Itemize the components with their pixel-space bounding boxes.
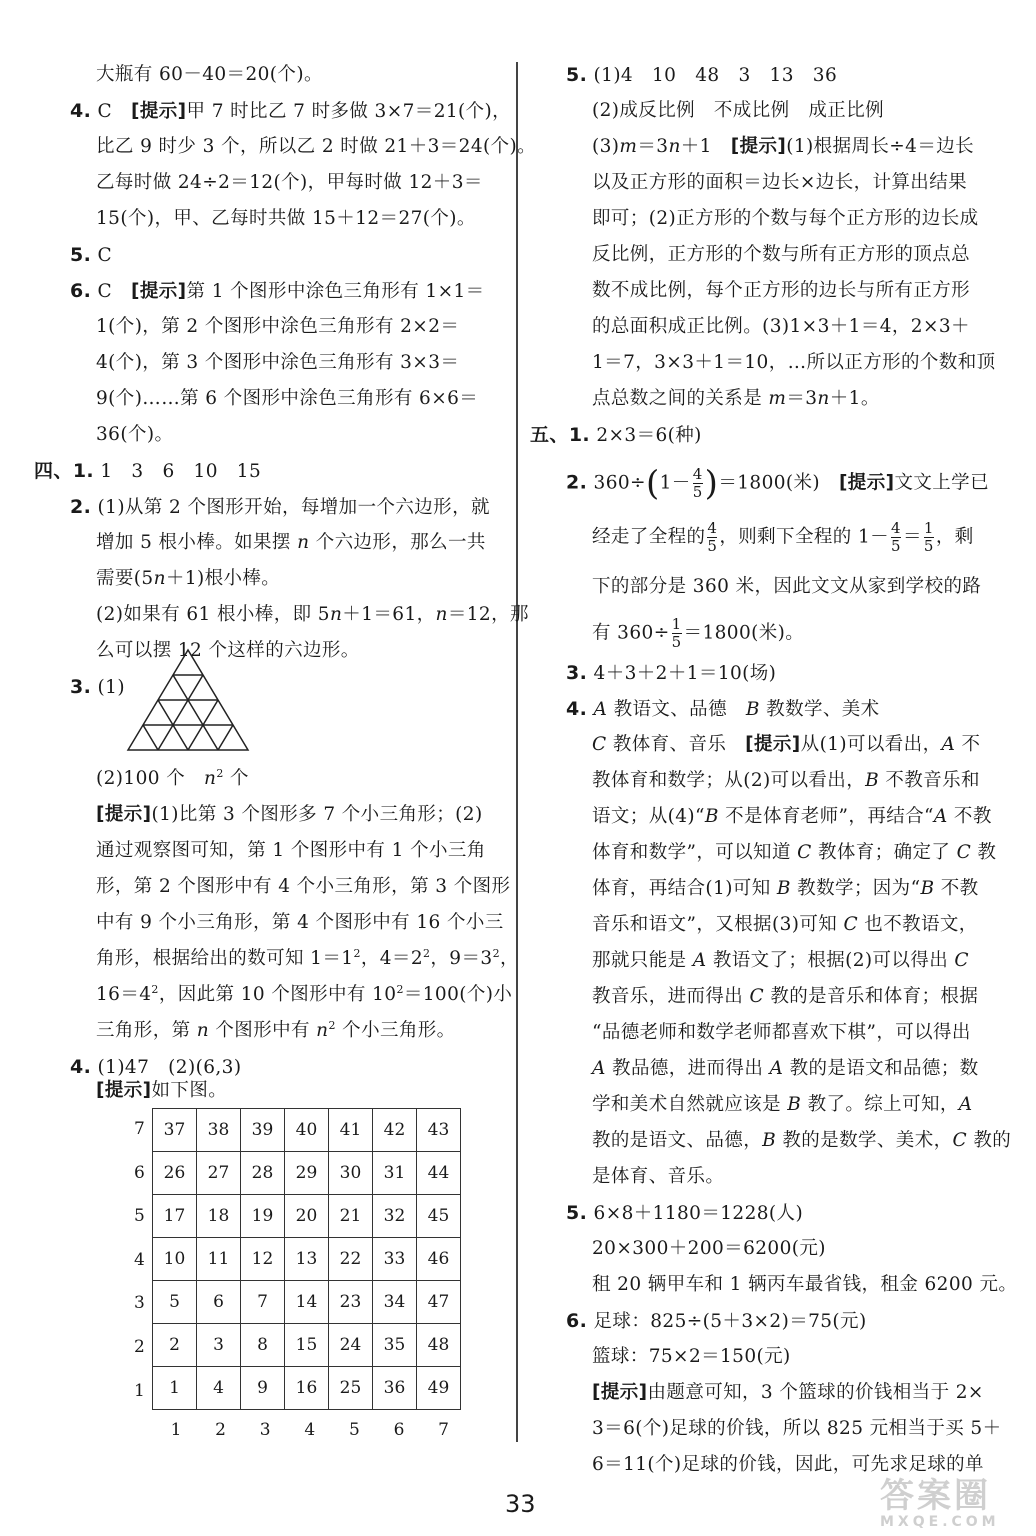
grid-cell: 4 [197,1367,241,1410]
grid-y-label: 2 [134,1337,145,1357]
grid-row [153,1367,461,1410]
grid-cell: 11 [197,1238,241,1281]
text-line: 以及正方形的面积＝边长×边长，计算出结果 [592,172,968,193]
grid-cell: 48 [417,1324,461,1367]
grid-cell: 27 [197,1152,241,1195]
section-4-q4: 4. (1)47 (2)(6,3) [70,1056,242,1078]
grid-cell: 10 [153,1238,197,1281]
text-line: 教音乐，进而得出 C 教的是音乐和体育；根据 [592,986,979,1007]
grid-x-label: 4 [304,1420,316,1440]
grid-cell: 47 [417,1281,461,1324]
question-5: 5. C [70,244,113,266]
text-line: 下的部分是 360 米，因此文文从家到学校的路 [592,576,982,597]
grid-y-label: 4 [134,1249,145,1270]
text-line: 比乙 9 时少 3 个，所以乙 2 时做 21＋3＝24(个)。 [96,136,537,157]
grid-cell: 37 [153,1109,197,1152]
text-line: 3＝6(个)足球的价钱，所以 825 元相当于买 5＋ [592,1418,1002,1439]
text-line: 教的是语文、品德，B 教的是数学、美术，C 教的 [592,1130,1012,1151]
grid-y-label: 5 [134,1206,145,1227]
number-grid [152,1108,461,1410]
question-6: 6. C [提示]第 1 个图形中涂色三角形有 1×1＝ [70,280,485,302]
grid-cell: 40 [285,1109,329,1152]
section-5-q2: 2. 360÷(1－ $\frac{4}{5}$ )＝1800(米) [提示]文文上学已 [566,463,989,504]
grid-cell: 18 [197,1195,241,1238]
grid-y-label: 6 [134,1162,145,1183]
grid-cell: 22 [329,1238,373,1281]
text-line: 15(个)，甲、乙每时共做 15＋12＝27(个)。 [96,208,476,229]
grid-cell: 38 [197,1109,241,1152]
section-5-q4: 4. A 教语文、品德 B 教数学、美术 [566,698,880,720]
grid-x-label: 1 [170,1420,182,1440]
text-line: 即可；(2)正方形的个数与每个正方形的边长成 [592,208,979,229]
watermark-logo [880,1478,1020,1534]
triangle-figure [126,648,250,754]
section-5-q1: 五、1. 2×3＝6(种) [530,424,702,446]
grid-cell: 23 [329,1281,373,1324]
text-line: 乙每时做 24÷2＝12(个)，甲每时做 12＋3＝ [96,172,483,193]
text-line: 音乐和语文”，又根据(3)可知 C 也不教语文， [592,914,978,935]
watermark-title: 答案圈 [880,1476,991,1516]
text-line: 大瓶有 60－40＝20(个)。 [96,64,323,85]
grid-cell: 33 [373,1238,417,1281]
grid-x-label: 5 [348,1420,360,1440]
grid-cell: 5 [153,1281,197,1324]
grid-cell: 1 [153,1367,197,1410]
text-line: 体育，再结合(1)可知 B 教数学；因为“B 不教 [592,878,979,899]
section-4-q3: 3. (1) [70,676,125,698]
grid-x-label: 3 [259,1420,271,1440]
grid-y-label: 3 [134,1293,145,1314]
text-line: 36(个)。 [96,424,174,445]
text-line: 1(个)，第 2 个图形中涂色三角形有 2×2＝ [96,316,460,337]
grid-y-label: 7 [134,1119,145,1139]
grid-cell: 19 [241,1195,285,1238]
text-line: 语文；从(4)“B 不是体育老师”，再结合“A 不教 [592,806,992,827]
grid-cell: 14 [285,1281,329,1324]
section-4-q2: 2. (1)从第 2 个图形开始，每增加一个六边形，就 [70,496,490,518]
grid-cell: 25 [329,1367,373,1410]
text-line: 4(个)，第 3 个图形中涂色三角形有 3×3＝ [96,352,460,373]
grid-cell: 49 [417,1367,461,1410]
grid-cell: 30 [329,1152,373,1195]
grid-cell: 21 [329,1195,373,1238]
text-line: (3)m＝3n＋1 [提示](1)根据周长÷4＝边长 [592,136,975,157]
grid-cell: 28 [241,1152,285,1195]
grid-cell: 12 [241,1238,285,1281]
grid-cell: 24 [329,1324,373,1367]
text-line: 学和美术自然就应该是 B 教了。综上可知，A [592,1094,973,1115]
grid-cell: 16 [285,1367,329,1410]
grid-cell: 39 [241,1109,285,1152]
grid-row [153,1281,461,1324]
text-line: A 教品德，进而得出 A 教的是语文和品德；数 [592,1058,979,1079]
grid-cell: 2 [153,1324,197,1367]
grid-cell: 8 [241,1324,285,1367]
text-line: 那就只能是 A 教语文了；根据(2)可以得出 C [592,950,969,971]
fraction: $\frac{4}{5}$ [891,519,901,555]
grid-row [153,1324,461,1367]
text-line: 的总面积成正比例。(3)1×3＋1＝4，2×3＋ [592,316,970,337]
question-5-right: 5. (1)4 10 48 3 13 36 [566,64,838,86]
text-line: (2)成反比例 不成比例 成正比例 [592,100,885,121]
text-line: 反比例，正方形的个数与所有正方形的顶点总 [592,244,971,265]
text-line: 租 20 辆甲车和 1 辆丙车最省钱，租金 6200 元。 [592,1274,1018,1295]
grid-cell: 17 [153,1195,197,1238]
grid-x-label: 7 [438,1420,449,1440]
grid-cell: 20 [285,1195,329,1238]
grid-cell: 45 [417,1195,461,1238]
text-line: 点总数之间的关系是 m＝3n＋1。 [592,388,880,409]
fraction: $\frac{4}{5}$ [707,519,718,555]
grid-cell: 32 [373,1195,417,1238]
grid-cell: 9 [241,1367,285,1410]
column-divider [516,62,518,1442]
grid-cell: 43 [417,1109,461,1152]
grid-x-label: 2 [215,1420,226,1440]
text-line: 中有 9 个小三角形，第 4 个图形中有 16 个小三 [96,912,504,933]
fraction: $\frac{1}{5}$ [671,615,682,651]
text-line: $16=4^2$，因此第 10 个图形中有 $10^2=100$(个)小 [96,983,513,1005]
text-line: 数不成比例，每个正方形的边长与所有正方形 [592,280,971,301]
section-5-q3: 3. 4＋3＋2＋1＝10(场) [566,662,777,684]
text-line: 三角形，第 n 个图形中有 $n^2$ 个小三角形。 [96,1019,456,1041]
grid-row [153,1152,461,1195]
text-line: 经走了全程的 $\frac{4}{5}$ ，则剩下全程的 1－ $\frac{4}{5}$ ＝ $\frac{1}{5}$ ，剩 [592,519,974,555]
text-line: 有 360÷ $\frac{1}{5}$ ＝1800(米)。 [592,615,805,651]
text-line: [提示]如下图。 [96,1080,228,1101]
grid-cell: 41 [329,1109,373,1152]
grid-cell: 35 [373,1324,417,1367]
text-line: 么可以摆 12 个这样的六边形。 [96,640,360,661]
text-line: 增加 5 根小棒。如果摆 n 个六边形，那么一共 [96,532,486,553]
text-line: 形，第 2 个图形中有 4 个小三角形，第 3 个图形 [96,876,511,897]
text-line: (2)100 个 $n^2$ 个 [96,767,249,789]
section-4-q1: 四、1. 1 3 6 10 15 [34,460,262,482]
grid-cell: 31 [373,1152,417,1195]
text-line: 体育和数学”，可以知道 C 教体育；确定了 C 教 [592,842,997,863]
text-line: C 教体育、音乐 [提示]从(1)可以看出，A 不 [592,734,981,755]
fraction: $\frac{4}{5}$ [692,465,703,501]
grid-cell: 36 [373,1367,417,1410]
section-5-q6: 6. 足球：825÷(5＋3×2)＝75(元) [566,1310,867,1332]
text-line: 20×300＋200＝6200(元) [592,1238,826,1259]
grid-x-label: 6 [393,1420,405,1440]
grid-cell: 3 [197,1324,241,1367]
grid-cell: 6 [197,1281,241,1324]
question-4: 4. C [提示]甲 7 时比乙 7 时多做 3×7＝21(个)， [70,100,512,122]
grid-row [153,1109,461,1152]
text-line: 通过观察图可知，第 1 个图形中有 1 个小三角 [96,840,486,861]
text-line: [提示](1)比第 3 个图形多 7 个小三角形；(2) [96,804,483,825]
grid-cell: 44 [417,1152,461,1195]
grid-cell: 29 [285,1152,329,1195]
text-line: 是体育、音乐。 [592,1166,725,1187]
grid-cell: 34 [373,1281,417,1324]
grid-cell: 42 [373,1109,417,1152]
grid-row [153,1238,461,1281]
grid-cell: 15 [285,1324,329,1367]
page-number: 33 [505,1490,536,1518]
text-line: 6＝11(个)足球的价钱，因此，可先求足球的单 [592,1454,984,1475]
grid-y-label: 1 [134,1380,145,1401]
section-5-q5: 5. 6×8＋1180＝1228(人) [566,1202,804,1224]
grid-row [153,1195,461,1238]
text-line: 需要(5n＋1)根小棒。 [96,568,281,589]
grid-cell: 46 [417,1238,461,1281]
text-line: 角形，根据给出的数可知 $1=1^2$，$4=2^2$，$9=3^2$， [96,947,519,969]
text-line: “品德老师和数学老师都喜欢下棋”，可以得出 [592,1022,971,1043]
text-line: [提示]由题意可知，3 个篮球的价钱相当于 2× [592,1382,984,1403]
text-line: 篮球：75×2＝150(元) [592,1346,791,1367]
text-line: 教体育和数学；从(2)可以看出，B 不教音乐和 [592,770,980,791]
text-line: 1＝7，3×3＋1＝10，…所以正方形的个数和顶 [592,352,996,373]
fraction: $\frac{1}{5}$ [923,519,934,555]
text-line: 9(个)……第 6 个图形中涂色三角形有 6×6＝ [96,388,479,409]
grid-cell: 26 [153,1152,197,1195]
grid-cell: 7 [241,1281,285,1324]
grid-cell: 13 [285,1238,329,1281]
text-line: (2)如果有 61 根小棒，即 5n＋1＝61，n＝12，那 [96,604,529,625]
watermark-url: MXQE.COM [880,1514,1000,1530]
